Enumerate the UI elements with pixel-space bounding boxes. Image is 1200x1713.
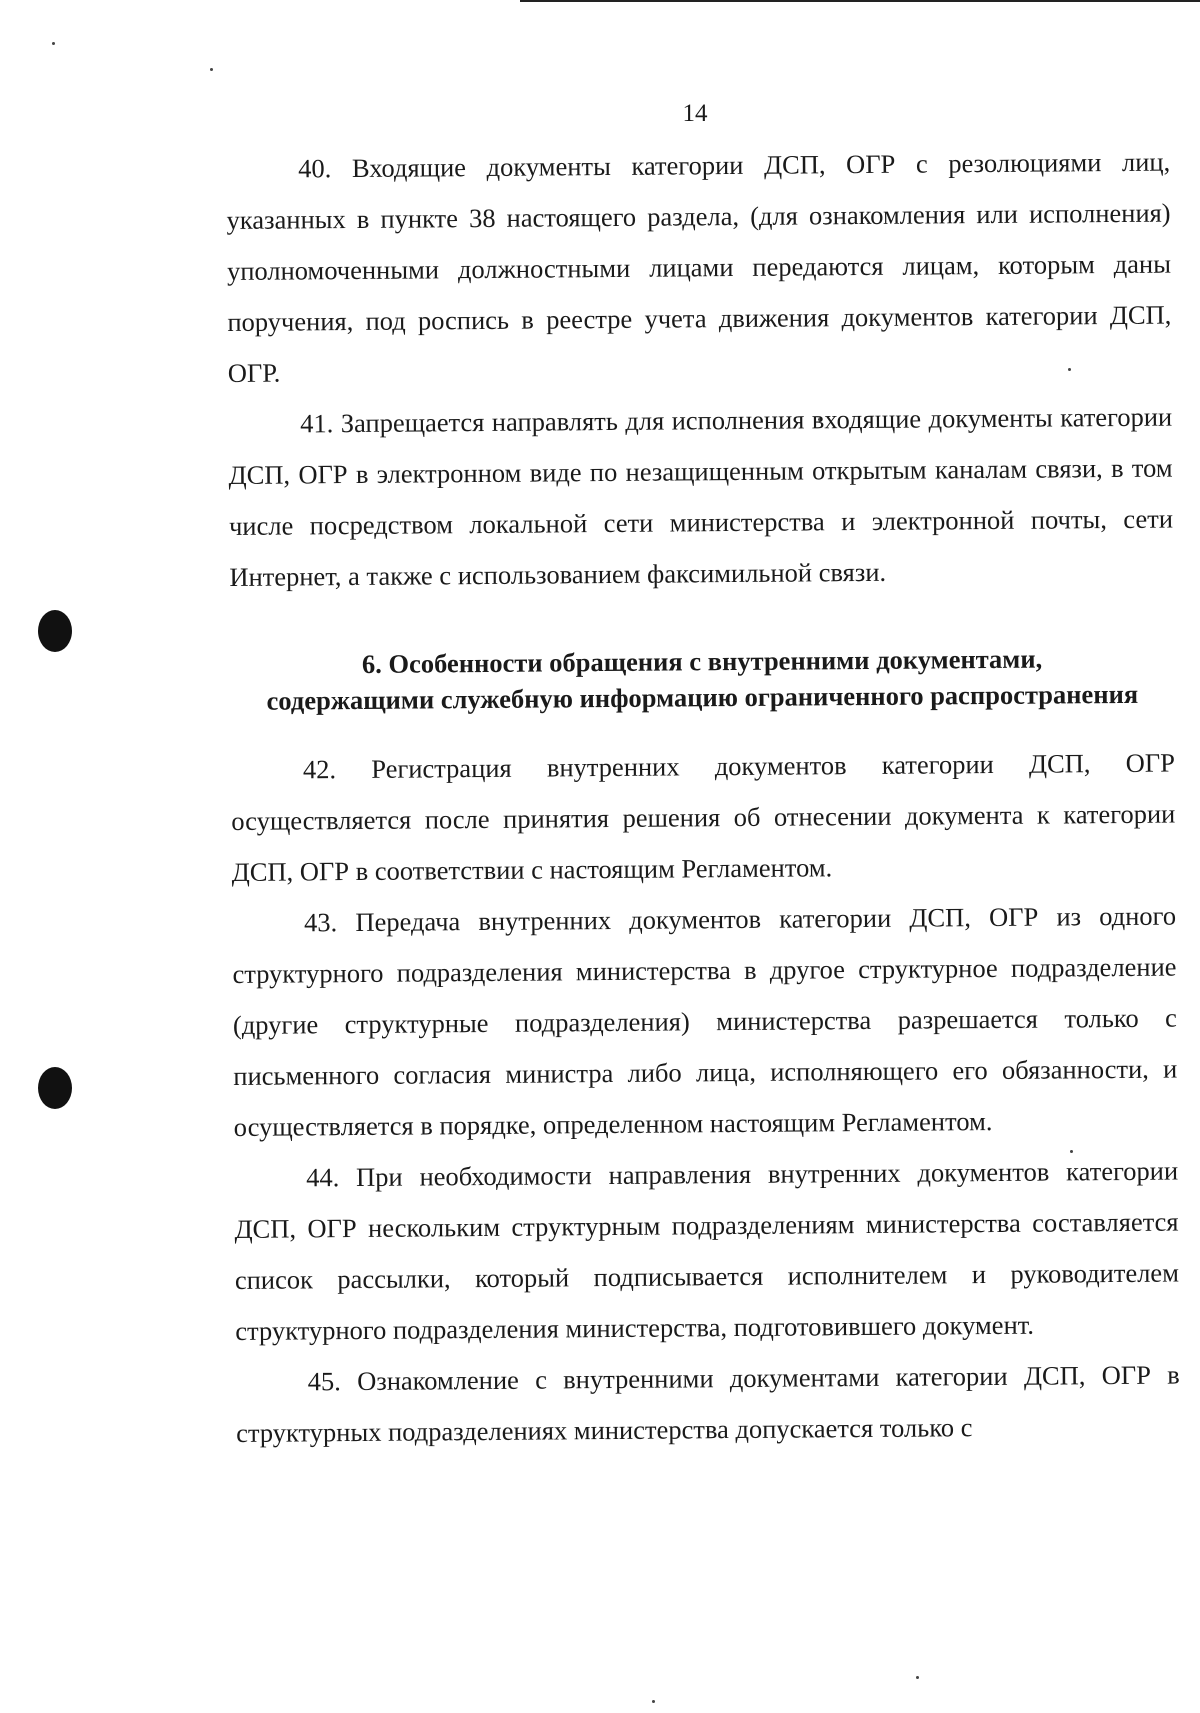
section-heading-line2: содержащими служебную информацию ограниченного распространения	[266, 678, 1139, 716]
paragraph-40: 40. Входящие документы категории ДСП, ОГР с резолюциями лиц, указанных в пункте 38 настоящего раздела, (для ознакомления или исполнения) уполномоченными должностными лицами передаются лицам, которым даны поручения, под роспись в реестре учета движения документов категории ДСП, ОГР.	[226, 146, 1172, 388]
binder-hole-mark	[38, 610, 72, 652]
paragraph-42: 42. Регистрация внутренних документов категории ДСП, ОГР осуществляется после принятия решения об отнесении документа к категории ДСП, ОГР в соответствии с настоящим Регламентом.	[231, 747, 1176, 887]
paragraph-41: 41. Запрещается направлять для исполнения входящие документы категории ДСП, ОГР в электронном виде по незащищенным открытым каналам связи, в том числе посредством локальной сети министерства и электронной почты, сети Интернет, а также с использованием факсимильной связи.	[228, 401, 1174, 592]
paragraph-45: 45. Ознакомление с внутренними документами категории ДСП, ОГР в структурных подразделениях министерства допускается только с	[236, 1359, 1180, 1448]
page-number: 14	[682, 100, 708, 127]
binder-hole-mark	[38, 1067, 72, 1109]
document-body	[226, 137, 1180, 1459]
section-heading-line1: 6. Особенности обращения с внутренними документами,	[361, 643, 1043, 679]
scan-speck	[652, 1700, 655, 1703]
top-edge-line	[520, 0, 1200, 2]
paragraph-44: 44. При необходимости направления внутренних документов категории ДСП, ОГР нескольким структурным подразделениям министерства составляется список рассылки, который подписывается исполнителем и руководителем структурного подразделения министерства, подготовившего документ.	[234, 1155, 1180, 1346]
scan-speck	[210, 68, 213, 71]
scan-speck	[916, 1676, 919, 1679]
section-heading	[230, 640, 1175, 719]
scan-speck	[52, 42, 55, 45]
paragraph-43: 43. Передача внутренних документов категории ДСП, ОГР из одного структурного подразделения министерства в другое структурное подразделение (другие структурные подразделения) министерства разрешается только с письменного согласия министра либо лица, исполняющего его обязанности, и осуществляется в порядке, определенном настоящим Регламентом.	[232, 900, 1178, 1142]
